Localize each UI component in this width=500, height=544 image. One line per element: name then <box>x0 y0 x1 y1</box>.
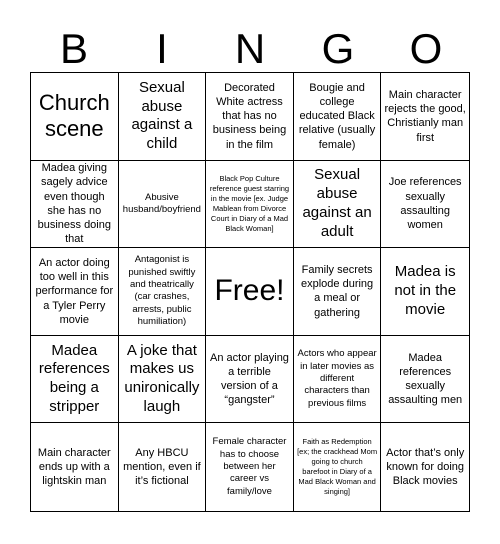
bingo-cell[interactable]: Faith as Redemption [ex; the crackhead Mom going to church barefoot in Diary of a Mad Black Woman and singing] <box>294 423 382 511</box>
bingo-cell[interactable]: Black Pop Culture reference guest starring in the movie [ex. Judge Mablean from Divorce Court in Diary of a Mad Black Woman] <box>206 161 294 249</box>
bingo-cell[interactable]: Any HBCU mention, even if it’s fictional <box>119 423 207 511</box>
header-letter-n: N <box>234 25 266 72</box>
free-space-cell[interactable]: Free! <box>206 248 294 336</box>
header-letter-o: O <box>409 25 443 72</box>
bingo-cell[interactable]: Family secrets explode during a meal or gathering <box>294 248 382 336</box>
header-letter-g: G <box>321 25 355 72</box>
bingo-cell[interactable]: Actor that’s only known for doing Black movies <box>386 446 465 488</box>
bingo-cell[interactable]: Decorated White actress that has no business being in the film <box>206 73 294 161</box>
bingo-cell[interactable]: Sexual abuse against an adult <box>294 161 382 249</box>
header-letter-b: B <box>59 25 88 72</box>
bingo-cell[interactable]: An actor playing a terrible version of a “gangster” <box>206 336 294 424</box>
bingo-cell[interactable]: A joke that makes us unironically laugh <box>119 336 207 424</box>
bingo-cell[interactable]: Madea references being a stripper <box>31 336 119 424</box>
bingo-cell[interactable]: Bougie and college educated Black relative (usually female) <box>294 73 382 161</box>
bingo-cell[interactable]: Actors who appear in later movies as different characters than previous films <box>294 336 382 424</box>
bingo-cell[interactable]: Madea references sexually assaulting men <box>381 336 469 424</box>
bingo-cell[interactable]: Sexual abuse against a child <box>119 73 207 161</box>
bingo-header <box>30 26 470 72</box>
bingo-cell[interactable]: Church scene <box>31 73 119 161</box>
bingo-cell[interactable]: Abusive husband/boyfriend <box>119 161 207 249</box>
header-letter-i: I <box>156 25 168 72</box>
bingo-cell[interactable]: Main character rejects the good, Christianly man first <box>381 73 469 161</box>
bingo-cell[interactable]: Antagonist is punished swiftly and theatrically (car crashes, arrests, public humiliation) <box>119 248 207 336</box>
bingo-board <box>30 72 470 512</box>
bingo-cell[interactable]: Female character has to choose between her career vs family/love <box>206 423 294 511</box>
bingo-cell[interactable]: Joe references sexually assaulting women <box>381 161 469 249</box>
bingo-cell[interactable]: An actor doing too well in this performance for a Tyler Perry movie <box>31 248 119 336</box>
bingo-cell[interactable]: Madea giving sagely advice even though she has no business doing that <box>31 161 119 249</box>
bingo-cell[interactable]: Madea is not in the movie <box>381 248 469 336</box>
bingo-cell[interactable]: Main character ends up with a lightskin man <box>31 423 119 511</box>
